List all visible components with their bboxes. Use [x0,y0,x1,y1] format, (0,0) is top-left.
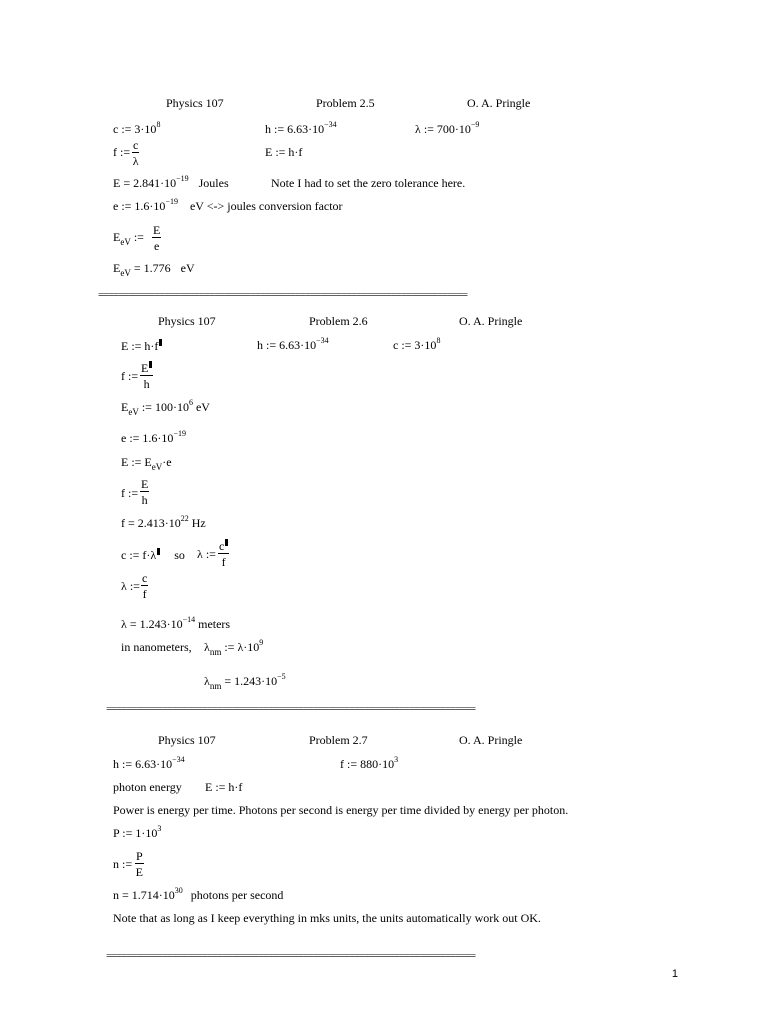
eq-eev-result: $E_{eV} = 1.776$ eV [113,261,195,278]
cursor-marker [159,339,162,346]
eq-lambda-nm-result: $\lambda_{nm} = 1.243\cdot 10^{-5}$ [204,672,286,691]
eq-energy-result: $E = 2.841\cdot 10^{-19}$ Joules [113,174,229,190]
eq-energy-definition: E := h·f [205,780,243,794]
eq-f-fraction: $\frac{c}{\lambda}$ [132,138,139,168]
eq-f2-fraction: $\frac{E}{h}$ [141,477,149,507]
eq-energy-definition: E := h·f [265,145,303,159]
eq-energy-from-eev: E := $E_{eV}\cdot e$ [121,455,172,472]
label-in-nanometers: in nanometers, [121,640,192,654]
eq-f-fraction: $\frac{E}{h}$ [140,361,153,390]
author-name: O. A. Pringle [459,733,523,747]
eq-c-from-f: c := f·λ so [121,548,185,562]
eq-lambda2-fraction: $\frac{c}{f}$ [142,571,148,601]
eq-lambda2-lhs: λ := [121,579,140,593]
note-mks-units: Note that as long as I keep everything in mks units, the units automatically work out OK. [113,911,541,925]
note-zero-tolerance: Note I had to set the zero tolerance here. [271,176,466,190]
eq-c-definition: c := $3\cdot 10^8$ [393,336,441,352]
text-power-explanation: Power is energy per time. Photons per second is energy per time divided by energy per photon. [113,803,569,817]
eq-c-definition: c := $3\cdot 10^8$ [113,120,161,136]
separator-line: ========================================================================= [98,290,467,301]
eq-n-fraction: $\frac{P}{E}$ [135,849,144,879]
eq-f2-lhs: f := [121,486,139,500]
eq-energy-definition: E := h·f [121,339,162,352]
eq-power-definition: P := $1\cdot 10^3$ [113,824,162,840]
problem-title: Problem 2.7 [309,733,368,747]
page-number: 1 [671,968,678,980]
problem-title: Problem 2.5 [316,96,375,110]
eq-e-definition: e := $1.6\cdot 10^{-19}$ eV <-> joules conversion factor [113,197,343,213]
course-title: Physics 107 [158,733,216,747]
eq-f-result: $f = 2.413\cdot 10^{22}$ Hz [121,514,206,530]
course-title: Physics 107 [166,96,224,110]
separator-line: ========================================================================= [106,704,475,715]
eq-eev-lhs: $E_{eV}$ := [113,230,144,247]
eq-h-definition: h := $6.63\cdot 10^{-34}$ [257,336,329,352]
cursor-marker [225,539,228,546]
problem-title: Problem 2.6 [309,314,368,328]
eq-n-lhs: n := [113,857,133,871]
eq-lambda-fraction: $\frac{c}{f}$ [218,539,229,568]
eq-eev-fraction: $\frac{E}{e}$ [153,223,161,253]
label-photon-energy: photon energy [113,780,182,794]
author-name: O. A. Pringle [467,96,531,110]
eq-eev-definition: $E_{eV}$ := $100\cdot 10^6$ eV [121,398,210,417]
course-title: Physics 107 [158,314,216,328]
eq-lambda-definition: λ := $700\cdot 10^{-9}$ [415,120,480,136]
eq-lambda-nm-definition: $\lambda_{nm}$ := $\lambda\cdot 10^9$ [204,638,264,657]
author-name: O. A. Pringle [459,314,523,328]
cursor-marker [157,548,160,555]
eq-f-definition: f := $880\cdot 10^3$ [340,755,399,771]
eq-n-result: $n = 1.714\cdot 10^{30}$ photons per second [113,886,284,902]
eq-f-lhs: f := [121,369,139,383]
eq-h-definition: h := $6.63\cdot 10^{-34}$ [265,120,337,136]
cursor-marker [149,361,152,368]
eq-e-definition: e := $1.6\cdot 10^{-19}$ [121,429,186,445]
separator-line: ========================================================================= [106,951,475,962]
eq-lambda-lhs: λ := [197,547,216,561]
eq-f-lhs: f := [113,145,131,159]
eq-h-definition: h := $6.63\cdot 10^{-34}$ [113,755,185,771]
eq-lambda-result: $\lambda = 1.243\cdot 10^{-14}$ meters [121,615,231,631]
